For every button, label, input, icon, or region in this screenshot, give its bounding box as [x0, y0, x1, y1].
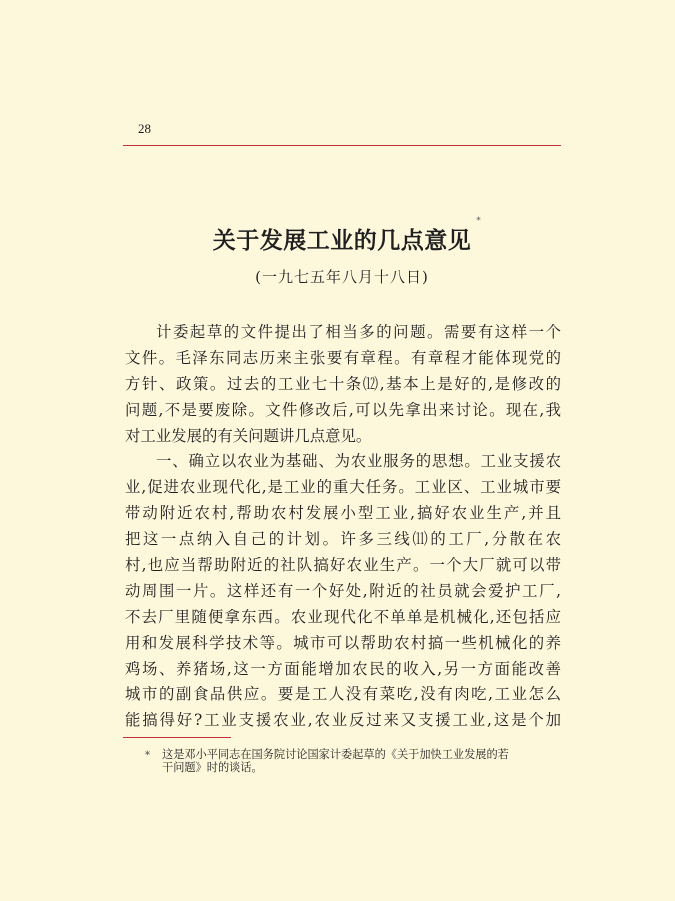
body-line: 能搞得好?工业支援农业,农业反过来又支援工业,这是个加 [125, 711, 561, 730]
body-line: 业,促进农业现代化,是工业的重大任务。工业区、工业城市要 [125, 478, 561, 497]
title-block [123, 216, 561, 255]
body-line: 动周围一片。这样还有一个好处,附近的社员就会爱护工厂, [125, 581, 561, 600]
footnote-text [145, 748, 565, 774]
article-body [125, 320, 561, 734]
body-line: 不去厂里随便拿东西。农业现代化不单单是机械化,还包括应 [125, 607, 561, 626]
body-line: 文件。毛泽东同志历来主张要有章程。有章程才能体现党的 [125, 348, 561, 367]
footnote-line: 干问题》时的谈话。 [162, 761, 263, 774]
body-line: 把这一点纳入自己的计划。许多三线⑾的工厂,分散在农 [125, 530, 561, 549]
article-title-text: 关于发展工业的几点意见 [212, 228, 472, 254]
page-number: 28 [138, 121, 151, 136]
body-line: 村,也应当帮助附近的社队搞好农业生产。一个大厂就可以带 [125, 556, 561, 575]
body-line: 用和发展科学技术等。城市可以帮助农村搞一些机械化的养 [125, 633, 561, 652]
footnote-mark: * [145, 750, 150, 761]
body-line: 一、确立以农业为基础、为农业服务的思想。工业支援农 [156, 452, 561, 471]
body-line: 带动附近农村,帮助农村发展小型工业,搞好农业生产,并且 [125, 504, 561, 523]
body-line: 计委起草的文件提出了相当多的问题。需要有这样一个 [156, 323, 561, 341]
header-rule [123, 145, 561, 146]
footnote-line: 这是邓小平同志在国务院讨论国家计委起草的《关于加快工业发展的若 [162, 748, 509, 761]
footnote [145, 748, 565, 774]
article-title [212, 216, 482, 255]
body-line: 鸡场、养猪场,这一方面能增加农民的收入,另一方面能改善 [125, 659, 561, 678]
body-line: 城市的副食品供应。要是工人没有菜吃,没有肉吃,工业怎么 [125, 685, 561, 704]
footnote-rule [123, 737, 231, 738]
body-line: 对工业发展的有关问题讲几点意见。 [125, 426, 372, 445]
body-line: 问题,不是要废除。文件修改后,可以先拿出来讨论。现在,我 [125, 400, 561, 419]
body-line: 方针、政策。过去的工业七十条⑿,基本上是好的,是修改的 [125, 374, 561, 393]
article-date: (一九七五年八月十八日) [255, 268, 429, 286]
title-footnote-mark: * [476, 216, 482, 226]
